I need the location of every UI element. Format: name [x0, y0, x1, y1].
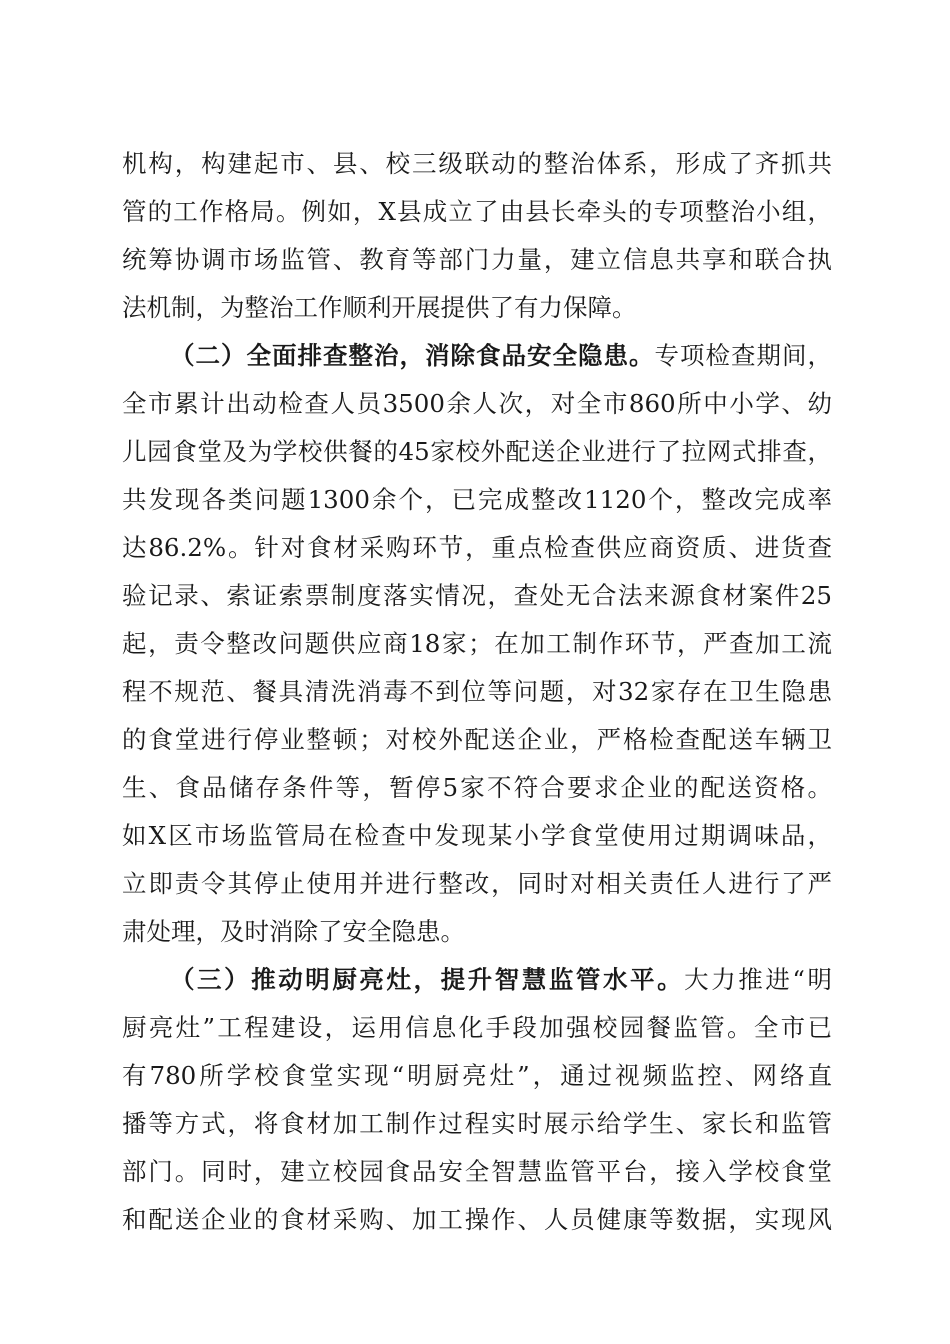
text-line: 立即责令其停止使用并进行整改，同时对相关责任人进行了严 — [122, 869, 832, 898]
text-line: 有780所学校食堂实现“明厨亮灶”，通过视频监控、网络直 — [122, 1061, 832, 1090]
text-line: 验记录、索证索票制度落实情况，查处无合法来源食材案件25 — [122, 581, 832, 610]
text-line: 厨亮灶”工程建设，运用信息化手段加强校园餐监管。全市已 — [122, 1013, 832, 1042]
text-line: 机构，构建起市、县、校三级联动的整治体系，形成了齐抓共 — [122, 149, 832, 178]
text-line: 法机制，为整治工作顺利开展提供了有力保障。 — [122, 293, 637, 322]
text-line: 生、食品储存条件等，暂停5家不符合要求企业的配送资格。 — [122, 773, 832, 802]
text-line: 部门。同时，建立校园食品安全智慧监管平台，接入学校食堂 — [122, 1157, 832, 1186]
text-line: 管的工作格局。例如，X县成立了由县长牵头的专项整治小组， — [122, 197, 832, 226]
text-line: 播等方式，将食材加工制作过程实时展示给学生、家长和监管 — [122, 1109, 832, 1138]
text-span: 专项检查期间， — [654, 341, 832, 370]
paragraph-first-line — [170, 960, 832, 1000]
text-line: 全市累计出动检查人员3500余人次，对全市860所中小学、幼 — [122, 389, 832, 418]
section-heading: （三）推动明厨亮灶，提升智慧监管水平。 — [170, 965, 685, 994]
paragraph-first-line — [170, 336, 832, 376]
text-line: 统筹协调市场监管、教育等部门力量，建立信息共享和联合执 — [122, 245, 832, 274]
text-line: 如X区市场监管局在检查中发现某小学食堂使用过期调味品， — [122, 821, 832, 850]
text-span: 大力推进“明 — [684, 965, 832, 994]
text-line: 达86.2%。针对食材采购环节，重点检查供应商资质、进货查 — [122, 533, 832, 562]
text-line: 儿园食堂及为学校供餐的45家校外配送企业进行了拉网式排查， — [122, 437, 832, 466]
text-line: 的食堂进行停业整顿；对校外配送企业，严格检查配送车辆卫 — [122, 725, 832, 754]
section-heading: （二）全面排查整治，消除食品安全隐患。 — [170, 341, 655, 370]
text-line: 共发现各类问题1300余个，已完成整改1120个，整改完成率 — [122, 485, 832, 514]
text-line: 程不规范、餐具清洗消毒不到位等问题，对32家存在卫生隐患 — [122, 677, 832, 706]
text-line: 起，责令整改问题供应商18家；在加工制作环节，严查加工流 — [122, 629, 832, 658]
text-line: 和配送企业的食材采购、加工操作、人员健康等数据，实现风 — [122, 1205, 832, 1234]
text-line: 肃处理，及时消除了安全隐患。 — [122, 917, 465, 946]
